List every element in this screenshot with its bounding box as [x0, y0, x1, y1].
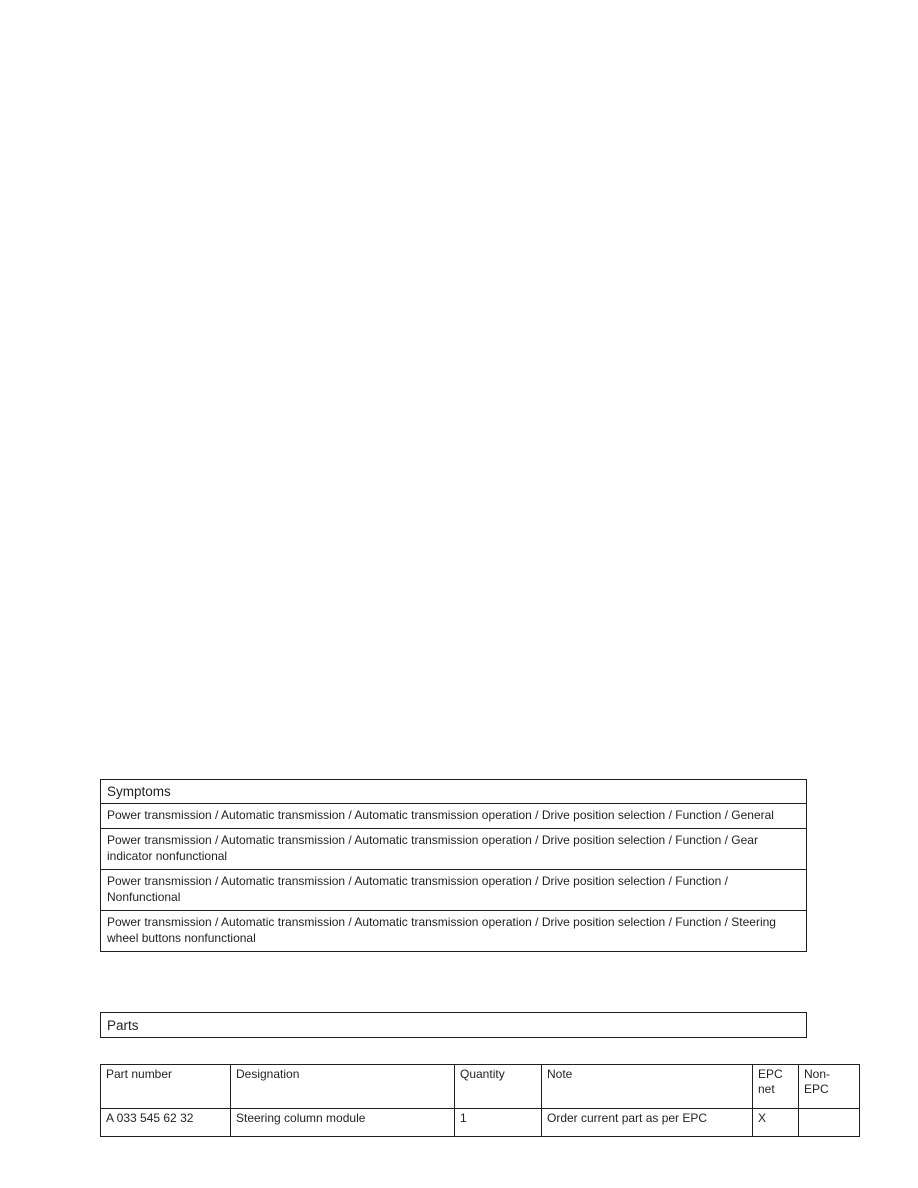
table-header-row — [101, 1065, 860, 1109]
table-row — [101, 1109, 860, 1137]
cell-note: Order current part as per EPC — [542, 1109, 753, 1137]
parts-table-wrapper — [100, 1064, 831, 1137]
symptom-row: Power transmission / Automatic transmission / Automatic transmission operation / Drive position selection / Function / Steering wheel buttons nonfunctional — [100, 911, 807, 952]
parts-table — [100, 1064, 860, 1137]
column-header-quantity: Quantity — [455, 1065, 542, 1109]
symptoms-section — [100, 779, 807, 952]
symptom-row: Power transmission / Automatic transmission / Automatic transmission operation / Drive position selection / Function / Nonfunctional — [100, 870, 807, 911]
column-header-epc-net: EPC net — [753, 1065, 799, 1109]
symptom-row: Power transmission / Automatic transmission / Automatic transmission operation / Drive position selection / Function / General — [100, 804, 807, 829]
parts-section-title — [100, 1012, 807, 1038]
parts-title: Parts — [100, 1012, 807, 1038]
cell-part-number: A 033 545 62 32 — [101, 1109, 231, 1137]
column-header-designation: Designation — [231, 1065, 455, 1109]
column-header-note: Note — [542, 1065, 753, 1109]
cell-non-epc — [799, 1109, 860, 1137]
column-header-part-number: Part number — [101, 1065, 231, 1109]
cell-epc-net: X — [753, 1109, 799, 1137]
cell-quantity: 1 — [455, 1109, 542, 1137]
symptom-row: Power transmission / Automatic transmission / Automatic transmission operation / Drive position selection / Function / Gear indicator nonfunctional — [100, 829, 807, 870]
symptoms-header: Symptoms — [100, 779, 807, 804]
column-header-non-epc: Non-EPC — [799, 1065, 860, 1109]
cell-designation: Steering column module — [231, 1109, 455, 1137]
